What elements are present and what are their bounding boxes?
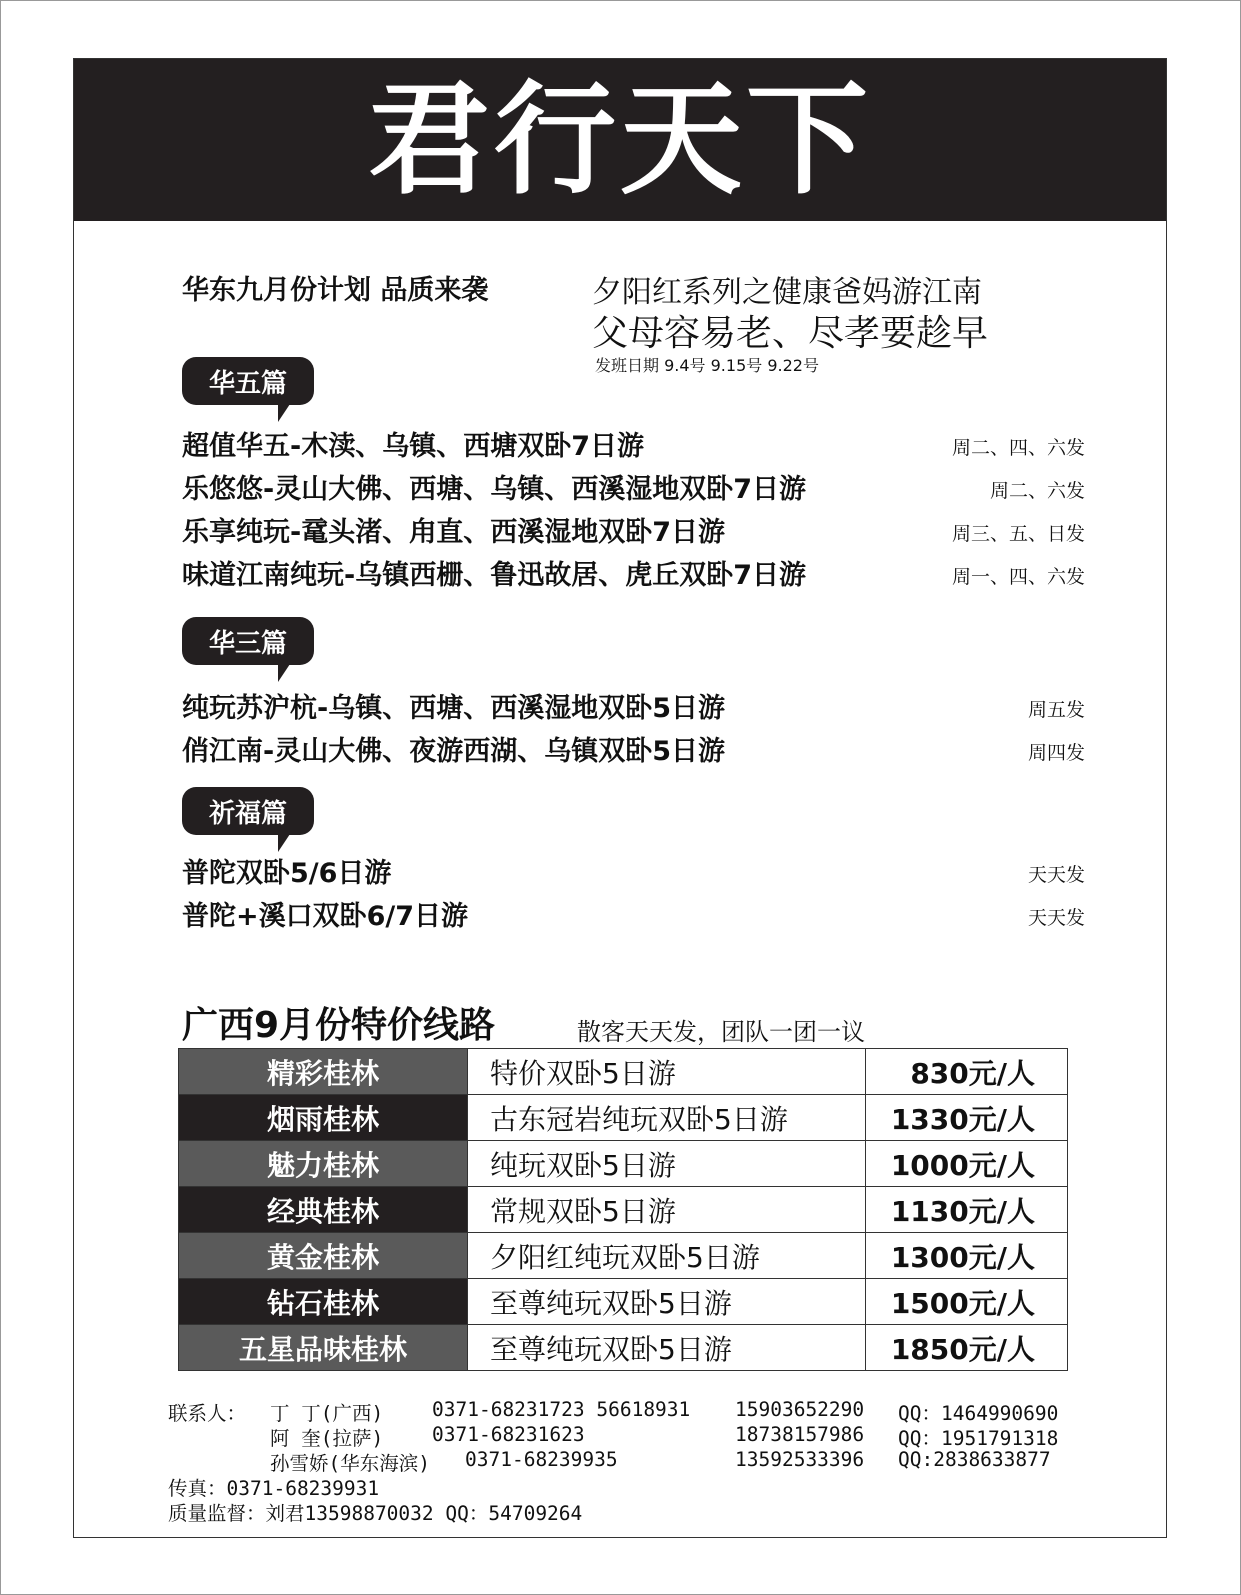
contact-qq: QQ:2838633877 [898, 1448, 1051, 1471]
contact-tel: 0371-68231623 [432, 1423, 585, 1446]
route-series-name: 经典桂林 [179, 1187, 468, 1233]
price-row [179, 1141, 1068, 1187]
price-row [179, 1187, 1068, 1233]
route-name: 超值华五-木渎、乌镇、西塘双卧7日游 [182, 431, 644, 462]
contact-name: 阿 奎(拉萨) [270, 1427, 384, 1450]
route-price: 830元/人 [866, 1049, 1068, 1095]
contact-mobile: 13592533396 [735, 1448, 865, 1471]
route-series-name: 精彩桂林 [179, 1049, 468, 1095]
route-name: 普陀双卧5/6日游 [182, 858, 392, 889]
route-price: 1500元/人 [866, 1279, 1068, 1325]
contact-mobile: 15903652290 [735, 1398, 865, 1421]
guangxi-title: 广西9月份特价线路 [182, 1005, 496, 1046]
quality-supervision: 质量监督：刘君13598870032 QQ：54709264 [168, 1502, 583, 1525]
route-departure: 周五发 [1027, 699, 1085, 721]
contact-name: 孙雪娇(华东海滨) [270, 1452, 430, 1475]
price-row [179, 1325, 1068, 1371]
route-departure: 周二、六发 [989, 480, 1085, 502]
contact-name: 丁 丁(广西) [270, 1402, 384, 1425]
route-price: 1330元/人 [866, 1095, 1068, 1141]
route-series-name: 魅力桂林 [179, 1141, 468, 1187]
header-banner [74, 59, 1166, 221]
route-name: 乐享纯玩-鼋头渚、甪直、西溪湿地双卧7日游 [182, 517, 725, 548]
route-description: 至尊纯玩双卧5日游 [468, 1279, 866, 1325]
route-name: 乐悠悠-灵山大佛、西塘、乌镇、西溪湿地双卧7日游 [182, 474, 806, 505]
price-row [179, 1095, 1068, 1141]
contact-label: 联系人： [168, 1402, 247, 1425]
contact-tel: 0371-68231723 56618931 [432, 1398, 691, 1421]
route-name: 纯玩苏沪杭-乌镇、西塘、西溪湿地双卧5日游 [182, 693, 725, 724]
slogan: 父母容易老、尽孝要趁早 [592, 313, 989, 354]
route-series-name: 钻石桂林 [179, 1279, 468, 1325]
route-description: 至尊纯玩双卧5日游 [468, 1325, 866, 1371]
route-series-name: 五星品味桂林 [179, 1325, 468, 1371]
route-departure: 周一、四、六发 [951, 566, 1085, 588]
departure-dates: 发班日期 9.4号 9.15号 9.22号 [595, 356, 819, 375]
series-title: 夕阳红系列之健康爸妈游江南 [592, 275, 982, 310]
route-name: 俏江南-灵山大佛、夜游西湖、乌镇双卧5日游 [182, 736, 725, 767]
route-price: 1130元/人 [866, 1187, 1068, 1233]
route-departure: 周二、四、六发 [951, 437, 1085, 459]
contact-tel: 0371-68239935 [465, 1448, 618, 1471]
route-series-name: 烟雨桂林 [179, 1095, 468, 1141]
brand-title: 君行天下 [368, 69, 872, 211]
route-price: 1000元/人 [866, 1141, 1068, 1187]
section-tag-qifu: 祈福篇 [182, 787, 314, 835]
section-tag-huawu: 华五篇 [182, 357, 314, 405]
contact-qq: QQ：1951791318 [898, 1427, 1059, 1450]
route-departure: 周四发 [1027, 742, 1085, 764]
route-description: 特价双卧5日游 [468, 1049, 866, 1095]
fax: 传真：0371-68239931 [168, 1477, 380, 1500]
route-name: 味道江南纯玩-乌镇西栅、鲁迅故居、虎丘双卧7日游 [182, 560, 806, 591]
route-description: 古东冠岩纯玩双卧5日游 [468, 1095, 866, 1141]
route-price: 1300元/人 [866, 1233, 1068, 1279]
route-departure: 天天发 [1027, 907, 1085, 929]
contact-mobile: 18738157986 [735, 1423, 865, 1446]
route-departure: 周三、五、日发 [951, 523, 1085, 545]
price-row [179, 1233, 1068, 1279]
route-series-name: 黄金桂林 [179, 1233, 468, 1279]
route-description: 纯玩双卧5日游 [468, 1141, 866, 1187]
contact-qq: QQ：1464990690 [898, 1402, 1059, 1425]
route-description: 常规双卧5日游 [468, 1187, 866, 1233]
route-departure: 天天发 [1027, 864, 1085, 886]
route-price: 1850元/人 [866, 1325, 1068, 1371]
price-row [179, 1049, 1068, 1095]
section-tag-huasan: 华三篇 [182, 617, 314, 665]
price-table [178, 1048, 1068, 1371]
route-name: 普陀+溪口双卧6/7日游 [182, 901, 469, 932]
guangxi-note: 散客天天发，团队一团一议 [577, 1018, 865, 1046]
price-row [179, 1279, 1068, 1325]
route-description: 夕阳红纯玩双卧5日游 [468, 1233, 866, 1279]
plan-title: 华东九月份计划 品质来袭 [182, 275, 489, 306]
